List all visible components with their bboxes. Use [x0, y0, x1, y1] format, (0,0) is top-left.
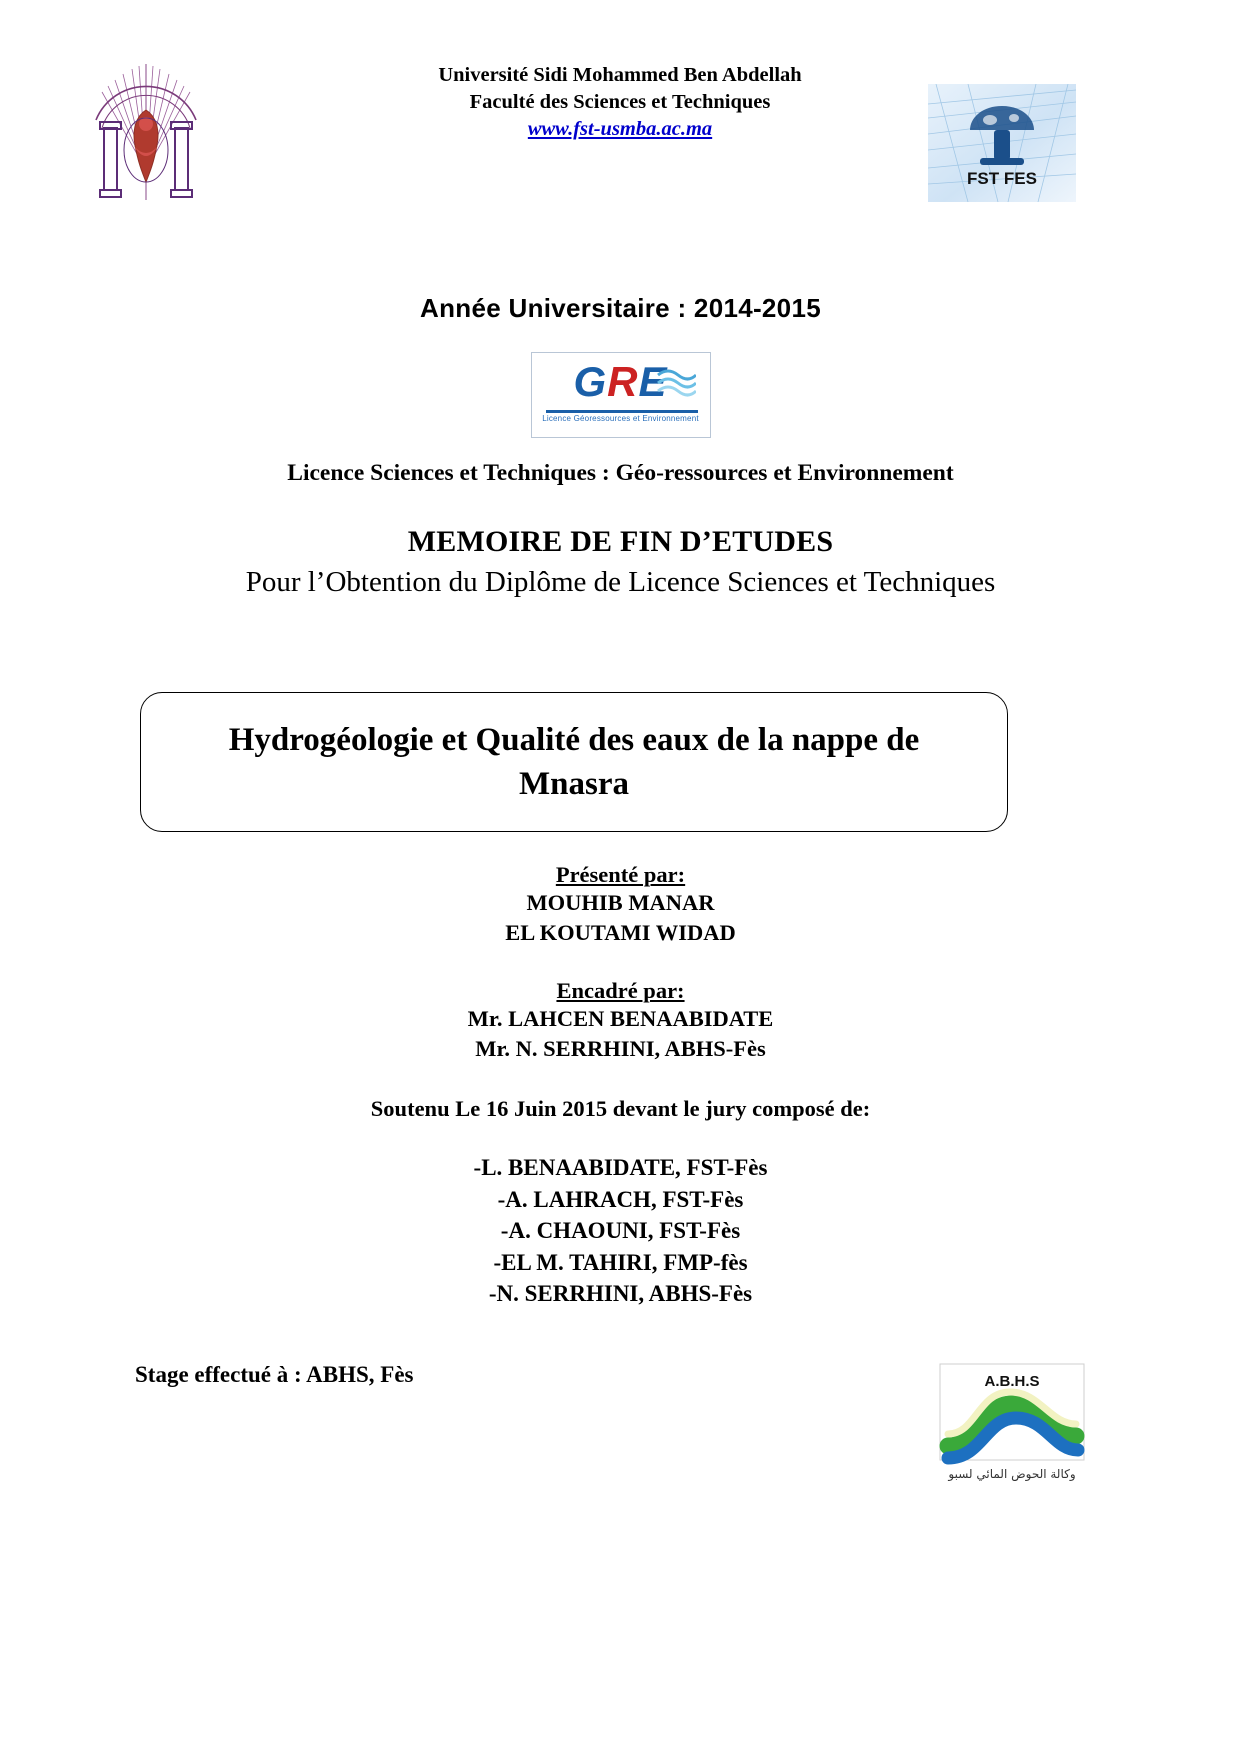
academic-year: Année Universitaire : 2014-2015: [420, 293, 821, 323]
memoire-heading: MEMOIRE DE FIN D’ETUDES: [407, 525, 834, 558]
memoire-subheading: Pour l’Obtention du Diplôme de Licence Sciences et Techniques: [245, 566, 996, 598]
gre-wave-icon: [656, 367, 696, 397]
author-name: MOUHIB MANAR: [526, 890, 715, 915]
supervised-by-block: [0, 978, 1241, 1064]
page-title: Hydrogéologie et Qualité des eaux de la nappe de Mnasra: [228, 722, 920, 802]
gre-logo-rule: [546, 410, 698, 413]
gre-logo-letters: GRE: [573, 358, 668, 405]
university-seal-icon: [82, 50, 210, 208]
jury-member: -EL M. TAHIRI, FMP-fès: [493, 1249, 748, 1275]
presented-by-label: Présenté par:: [555, 862, 686, 887]
jury-member: -N. SERRHINI, ABHS-Fès: [488, 1281, 753, 1306]
presented-by-block: [0, 862, 1241, 948]
jury-member: -L. BENAABIDATE, FST-Fès: [473, 1155, 768, 1180]
faculty-name: Faculté des Sciences et Techniques: [469, 91, 771, 113]
svg-text:A.B.H.S: A.B.H.S: [984, 1373, 1040, 1390]
faculty-website-link[interactable]: www.fst-usmba.ac.ma: [527, 118, 713, 140]
jury-list: [0, 1152, 1241, 1310]
internship-line: Stage effectué à : ABHS, Fès: [135, 1362, 414, 1387]
svg-text:وكالة الحوض المائي لسبو: وكالة الحوض المائي لسبو: [948, 1467, 1076, 1481]
fst-fes-logo-icon: [928, 84, 1076, 202]
svg-text:FST FES: FST FES: [967, 169, 1037, 188]
gre-logo-subtitle: Licence Géoressources et Environnement: [542, 414, 699, 423]
university-name: Université Sidi Mohammed Ben Abdellah: [438, 64, 802, 86]
defense-line: Soutenu Le 16 Juin 2015 devant le jury composé de:: [370, 1096, 871, 1121]
supervisor-name: Mr. LAHCEN BENAABIDATE: [467, 1006, 774, 1031]
page-header: [0, 50, 1241, 220]
supervisor-name: Mr. N. SERRHINI, ABHS-Fès: [475, 1036, 766, 1061]
licence-line: Licence Sciences et Techniques : Géo-ressources et Environnement: [287, 460, 954, 486]
jury-member: -A. LAHRACH, FST-Fès: [497, 1186, 744, 1212]
gre-logo: [531, 352, 711, 438]
author-name: EL KOUTAMI WIDAD: [505, 920, 736, 945]
supervised-by-label: Encadré par:: [556, 978, 685, 1003]
thesis-title-box: [140, 692, 1008, 832]
abhs-logo-icon: [938, 1362, 1086, 1486]
jury-member: -A. CHAOUNI, FST-Fès: [500, 1218, 741, 1243]
institution-header: [310, 62, 930, 143]
